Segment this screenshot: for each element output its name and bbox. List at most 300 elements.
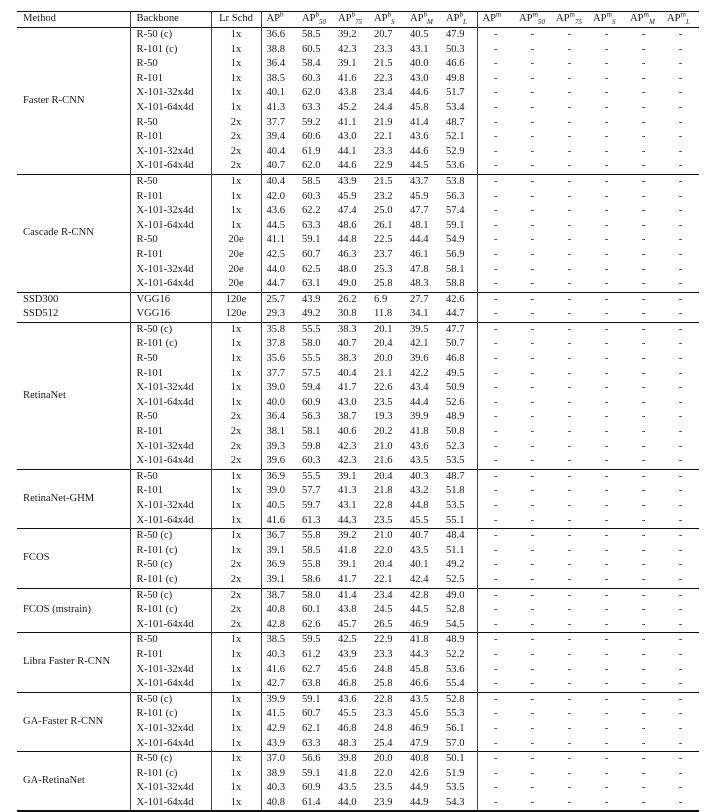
mask-ap-cell: - (530, 367, 535, 379)
mask-ap-cell: - (678, 145, 683, 157)
box-ap-cell: 53.6 (441, 663, 477, 678)
metric-base: AP (667, 13, 681, 25)
box-ap-cell: 48.6 (338, 219, 357, 231)
mask-ap-cell: - (567, 382, 572, 394)
lr-schd-cell: 1x (211, 796, 261, 812)
mask-ap-cell: - (678, 278, 683, 290)
box-ap-cell: 43.1 (338, 500, 357, 511)
box-ap-cell: 59.8 (302, 440, 321, 452)
mask-ap-cell: - (493, 205, 498, 217)
mask-ap-cell: - (530, 396, 535, 408)
lr-schd-cell: 1x (211, 322, 261, 337)
lr-schd-cell: 2x (211, 410, 261, 425)
mask-ap-cell: - (530, 708, 535, 720)
box-ap-cell: 46.1 (410, 248, 429, 260)
mask-ap-cell: - (530, 205, 535, 217)
box-ap-cell: 60.9 (302, 396, 321, 408)
mask-ap-cell: - (641, 190, 646, 202)
mask-ap-cell: - (493, 589, 498, 601)
mask-ap-cell: - (604, 175, 609, 187)
box-ap-cell: 23.4 (374, 87, 393, 99)
mask-ap-cell: - (567, 426, 572, 438)
box-ap-cell: 44.3 (338, 514, 357, 526)
mask-ap-cell: - (604, 693, 609, 705)
table-row (17, 692, 699, 707)
box-ap-cell: 57.7 (302, 485, 321, 497)
mask-ap-cell: - (604, 663, 609, 675)
box-ap-cell: 46.9 (410, 618, 429, 630)
mask-ap-cell: - (604, 648, 609, 660)
box-ap-cell: 52.8 (441, 692, 477, 707)
box-ap-cell: 39.1 (338, 559, 357, 571)
box-ap-cell: 43.5 (410, 455, 429, 467)
metric-sub: L (463, 18, 467, 27)
box-ap-cell: 63.3 (302, 101, 321, 113)
lr-schd-cell: 20e (211, 277, 261, 292)
lr-schd-cell: 2x (211, 425, 261, 440)
mask-ap-cell: - (493, 693, 498, 705)
mask-ap-cell: - (530, 248, 535, 260)
box-ap-cell: 20.4 (374, 338, 393, 350)
box-ap-cell: 49.8 (441, 72, 477, 87)
box-ap-cell: 36.4 (266, 58, 286, 70)
mask-ap-cell: - (530, 219, 535, 231)
mask-ap-cell: - (567, 663, 572, 675)
mask-ap-cell: - (678, 544, 683, 556)
lr-schd-cell: 20e (211, 233, 261, 248)
box-ap-cell: 47.7 (441, 322, 477, 337)
box-ap-cell: 42.9 (266, 722, 286, 734)
mask-ap-cell: - (641, 323, 646, 335)
box-ap-cell: 44.0 (338, 796, 357, 808)
box-ap-cell: 39.6 (410, 353, 429, 365)
lr-schd-cell: 2x (211, 159, 261, 174)
box-ap-cell: 50.1 (441, 752, 477, 767)
box-ap-cell: 58.6 (302, 573, 321, 585)
box-ap-cell: 44.5 (410, 160, 429, 172)
metric-sub: S (612, 18, 616, 27)
box-ap-cell: 53.6 (441, 159, 477, 174)
box-ap-cell: 41.3 (266, 101, 286, 113)
mask-ap-cell: - (678, 767, 683, 779)
box-ap-cell: 43.0 (410, 72, 429, 84)
box-ap-cell: 25.4 (374, 737, 393, 749)
results-table-container (17, 11, 695, 812)
mask-ap-cell: - (678, 500, 683, 511)
metric-sup: b (423, 10, 428, 19)
method-cell: GA-Faster R-CNN (17, 692, 130, 751)
box-ap-cell: 48.1 (410, 219, 429, 231)
box-ap-cell: 52.5 (441, 573, 477, 588)
lr-schd-cell: 1x (211, 72, 261, 87)
backbone-cell: X-101-32x4d (130, 86, 211, 101)
mask-ap-cell: - (641, 234, 646, 246)
method-cell: Libra Faster R-CNN (17, 633, 130, 692)
mask-ap-cell: - (567, 323, 572, 335)
box-ap-cell: 36.9 (266, 559, 286, 571)
mask-ap-cell: - (493, 43, 498, 55)
backbone-cell: X-101-64x4d (130, 514, 211, 529)
mask-ap-cell: - (641, 455, 646, 467)
box-ap-cell: 44.8 (338, 234, 357, 246)
box-ap-cell: 52.9 (441, 145, 477, 160)
box-ap-cell: 42.6 (410, 767, 429, 779)
box-ap-cell: 39.3 (266, 440, 286, 452)
mask-ap-cell: - (530, 678, 535, 690)
box-ap-cell: 44.3 (410, 648, 429, 660)
mask-ap-cell: - (678, 58, 683, 70)
metric-sup: m (496, 10, 502, 19)
mask-ap-cell: - (641, 648, 646, 660)
box-ap-cell: 58.0 (302, 338, 321, 350)
mask-ap-cell: - (567, 308, 572, 320)
backbone-cell: R-50 (130, 233, 211, 248)
mask-ap-cell: - (641, 485, 646, 497)
box-ap-cell: 58.5 (302, 29, 321, 40)
box-ap-cell: 44.6 (410, 87, 429, 99)
box-ap-cell: 39.1 (266, 573, 286, 585)
table-row (17, 752, 699, 767)
box-ap-cell: 24.8 (374, 722, 393, 734)
backbone-cell: X-101-32x4d (130, 204, 211, 219)
box-ap-cell: 45.7 (338, 618, 357, 630)
mask-ap-cell: - (678, 72, 683, 84)
box-ap-cell: 43.9 (302, 293, 321, 305)
box-ap-cell: 54.3 (441, 796, 477, 812)
mask-ap-cell: - (493, 338, 498, 350)
mask-ap-cell: - (604, 234, 609, 246)
mask-ap-cell: - (678, 396, 683, 408)
mask-ap-cell: - (493, 131, 498, 143)
header-lr-schd: Lr Schd (211, 12, 261, 28)
mask-ap-cell: - (604, 353, 609, 365)
box-ap-cell: 21.0 (374, 440, 393, 452)
mask-ap-cell: - (604, 116, 609, 128)
box-ap-cell: 52.8 (441, 603, 477, 618)
box-ap-cell: 44.7 (441, 307, 477, 322)
metric-sup: m (606, 10, 612, 19)
mask-ap-cell: - (493, 796, 498, 808)
mask-ap-cell: - (641, 782, 646, 794)
box-ap-cell: 40.0 (266, 396, 286, 408)
method-group (17, 292, 699, 322)
box-ap-cell: 63.8 (302, 678, 321, 690)
mask-ap-cell: - (530, 101, 535, 113)
box-ap-cell: 40.4 (266, 175, 286, 187)
mask-ap-cell: - (604, 101, 609, 113)
box-ap-cell: 41.4 (410, 116, 429, 128)
box-ap-cell: 52.6 (441, 396, 477, 411)
mask-ap-cell: - (530, 618, 535, 630)
backbone-cell: R-101 (c) (130, 43, 211, 58)
box-ap-cell: 56.3 (302, 411, 321, 423)
box-ap-cell: 24.8 (374, 663, 393, 675)
mask-ap-cell: - (493, 308, 498, 320)
box-ap-cell: 48.9 (441, 633, 477, 648)
lr-schd-cell: 1x (211, 174, 261, 189)
mask-ap-cell: - (493, 722, 498, 734)
box-ap-cell: 56.9 (441, 248, 477, 263)
method-group (17, 28, 699, 175)
mask-ap-cell: - (678, 426, 683, 438)
mask-ap-cell: - (530, 693, 535, 705)
backbone-cell: X-101-64x4d (130, 737, 211, 752)
backbone-cell: R-101 (c) (130, 573, 211, 588)
mask-ap-cell: - (604, 263, 609, 275)
mask-ap-cell: - (493, 278, 498, 290)
box-ap-cell: 52.2 (441, 648, 477, 663)
mask-ap-cell: - (604, 589, 609, 601)
mask-ap-cell: - (604, 440, 609, 452)
box-ap-cell: 46.8 (338, 678, 357, 690)
box-ap-cell: 59.1 (302, 234, 321, 246)
box-ap-cell: 43.7 (410, 175, 429, 187)
backbone-cell: R-50 (130, 352, 211, 367)
backbone-cell: R-50 (c) (130, 529, 211, 544)
mask-ap-cell: - (567, 190, 572, 202)
box-ap-cell: 50.8 (441, 425, 477, 440)
metric-sub: 75 (355, 18, 363, 27)
box-ap-cell: 22.8 (374, 500, 393, 511)
backbone-cell: X-101-64x4d (130, 219, 211, 234)
mask-ap-cell: - (493, 604, 498, 616)
header-metric (441, 12, 477, 28)
box-ap-cell: 22.9 (374, 634, 393, 646)
mask-ap-cell: - (567, 175, 572, 187)
lr-schd-cell: 2x (211, 454, 261, 469)
mask-ap-cell: - (678, 248, 683, 260)
box-ap-cell: 39.0 (266, 382, 286, 394)
box-ap-cell: 59.1 (302, 693, 321, 705)
mask-ap-cell: - (493, 396, 498, 408)
lr-schd-cell: 2x (211, 573, 261, 588)
mask-ap-cell: - (641, 29, 646, 40)
mask-ap-cell: - (530, 278, 535, 290)
box-ap-cell: 49.2 (302, 308, 321, 320)
box-ap-cell: 55.5 (302, 470, 321, 482)
box-ap-cell: 42.4 (410, 573, 429, 585)
box-ap-cell: 43.5 (410, 544, 429, 556)
method-group (17, 588, 699, 633)
box-ap-cell: 58.5 (302, 544, 321, 556)
box-ap-cell: 39.1 (338, 470, 357, 482)
mask-ap-cell: - (678, 737, 683, 749)
mask-ap-cell: - (641, 618, 646, 630)
box-ap-cell: 41.8 (338, 767, 357, 779)
metric-sup: m (643, 10, 649, 19)
backbone-cell: R-50 (c) (130, 28, 211, 43)
metric-sup: b (280, 10, 284, 19)
box-ap-cell: 62.2 (302, 205, 321, 217)
box-ap-cell: 22.1 (374, 573, 393, 585)
mask-ap-cell: - (567, 353, 572, 365)
mask-ap-cell: - (641, 87, 646, 99)
mask-ap-cell: - (567, 796, 572, 808)
box-ap-cell: 63.1 (302, 278, 321, 290)
mask-ap-cell: - (604, 470, 609, 482)
box-ap-cell: 47.7 (410, 205, 429, 217)
mask-ap-cell: - (530, 190, 535, 202)
mask-ap-cell: - (567, 160, 572, 172)
box-ap-cell: 35.8 (266, 323, 286, 335)
mask-ap-cell: - (530, 131, 535, 143)
mask-ap-cell: - (567, 43, 572, 55)
backbone-cell: R-50 (130, 116, 211, 131)
mask-ap-cell: - (567, 634, 572, 646)
box-ap-cell: 40.5 (266, 500, 286, 511)
mask-ap-cell: - (493, 87, 498, 99)
mask-ap-cell: - (493, 175, 498, 187)
mask-ap-cell: - (604, 87, 609, 99)
box-ap-cell: 43.6 (266, 205, 286, 217)
mask-ap-cell: - (493, 426, 498, 438)
mask-ap-cell: - (567, 559, 572, 571)
mask-ap-cell: - (641, 767, 646, 779)
mask-ap-cell: - (604, 722, 609, 734)
table-row (17, 292, 699, 307)
mask-ap-cell: - (530, 160, 535, 172)
box-ap-cell: 60.3 (302, 455, 321, 467)
box-ap-cell: 58.1 (302, 426, 321, 438)
mask-ap-cell: - (493, 618, 498, 630)
mask-ap-cell: - (678, 87, 683, 99)
metric-base: AP (338, 13, 352, 25)
mask-ap-cell: - (530, 455, 535, 467)
mask-ap-cell: - (493, 753, 498, 765)
box-ap-cell: 36.9 (266, 470, 286, 482)
box-ap-cell: 21.5 (374, 58, 393, 70)
mask-ap-cell: - (678, 722, 683, 734)
backbone-cell: X-101-64x4d (130, 396, 211, 411)
box-ap-cell: 43.5 (338, 782, 357, 794)
method-cell: SSD300 (17, 292, 130, 307)
box-ap-cell: 53.5 (441, 781, 477, 796)
mask-ap-cell: - (604, 308, 609, 320)
box-ap-cell: 49.5 (441, 367, 477, 382)
box-ap-cell: 47.8 (410, 263, 429, 275)
metric-sup: b (351, 10, 356, 19)
mask-ap-cell: - (678, 648, 683, 660)
lr-schd-cell: 1x (211, 381, 261, 396)
mask-ap-cell: - (604, 426, 609, 438)
box-ap-cell: 49.0 (441, 588, 477, 603)
mask-ap-cell: - (530, 470, 535, 482)
box-ap-cell: 40.7 (266, 160, 286, 172)
mask-ap-cell: - (604, 145, 609, 157)
backbone-cell: R-50 (c) (130, 588, 211, 603)
box-ap-cell: 55.5 (302, 353, 321, 365)
mask-ap-cell: - (604, 485, 609, 497)
box-ap-cell: 26.5 (374, 618, 393, 630)
mask-ap-cell: - (493, 767, 498, 779)
mask-ap-cell: - (641, 530, 646, 542)
mask-ap-cell: - (530, 72, 535, 84)
method-cell: RetinaNet-GHM (17, 469, 130, 528)
box-ap-cell: 42.8 (410, 589, 429, 601)
mask-ap-cell: - (604, 782, 609, 794)
box-ap-cell: 59.5 (302, 634, 321, 646)
box-ap-cell: 38.3 (338, 323, 357, 335)
box-ap-cell: 20.0 (374, 753, 393, 765)
box-ap-cell: 25.8 (374, 278, 393, 290)
mask-ap-cell: - (604, 753, 609, 765)
box-ap-cell: 45.9 (410, 190, 429, 202)
mask-ap-cell: - (530, 722, 535, 734)
mask-ap-cell: - (493, 293, 498, 305)
backbone-cell: R-101 (c) (130, 603, 211, 618)
mask-ap-cell: - (530, 29, 535, 40)
lr-schd-cell: 1x (211, 469, 261, 484)
box-ap-cell: 48.7 (441, 469, 477, 484)
box-ap-cell: 22.8 (374, 693, 393, 705)
box-ap-cell: 51.1 (441, 544, 477, 559)
box-ap-cell: 39.4 (266, 131, 286, 143)
metric-base: AP (446, 13, 460, 25)
backbone-cell: R-50 (c) (130, 322, 211, 337)
box-ap-cell: 62.1 (302, 722, 321, 734)
box-ap-cell: 39.5 (410, 323, 429, 335)
mask-ap-cell: - (493, 411, 498, 423)
box-ap-cell: 44.4 (410, 234, 429, 246)
box-ap-cell: 21.0 (374, 530, 393, 542)
box-ap-cell: 40.1 (266, 87, 286, 99)
box-ap-cell: 44.9 (410, 782, 429, 794)
mask-ap-cell: - (567, 234, 572, 246)
mask-ap-cell: - (604, 708, 609, 720)
table-header (17, 12, 699, 28)
mask-ap-cell: - (678, 353, 683, 365)
mask-ap-cell: - (604, 293, 609, 305)
mask-ap-cell: - (641, 708, 646, 720)
mask-ap-cell: - (604, 573, 609, 585)
metric-base: AP (410, 13, 424, 25)
box-ap-cell: 46.6 (441, 57, 477, 72)
mask-ap-cell: - (641, 663, 646, 675)
mask-ap-cell: - (493, 116, 498, 128)
box-ap-cell: 60.6 (302, 131, 321, 143)
lr-schd-cell: 1x (211, 101, 261, 116)
mask-ap-cell: - (678, 367, 683, 379)
mask-ap-cell: - (567, 145, 572, 157)
metric-sup: b (387, 10, 392, 19)
table-row (17, 633, 699, 648)
box-ap-cell: 39.2 (338, 530, 357, 542)
backbone-cell: R-101 (130, 130, 211, 145)
mask-ap-cell: - (678, 485, 683, 497)
mask-ap-cell: - (567, 455, 572, 467)
box-ap-cell: 44.1 (338, 145, 357, 157)
box-ap-cell: 42.3 (338, 43, 357, 55)
box-ap-cell: 38.5 (266, 634, 286, 646)
box-ap-cell: 42.0 (266, 190, 286, 202)
header-metric (477, 12, 514, 28)
mask-ap-cell: - (567, 87, 572, 99)
metric-base: AP (630, 13, 644, 25)
header-metric (588, 12, 625, 28)
mask-ap-cell: - (530, 353, 535, 365)
mask-ap-cell: - (604, 678, 609, 690)
method-group (17, 529, 699, 588)
box-ap-cell: 62.0 (302, 160, 321, 172)
box-ap-cell: 21.8 (374, 485, 393, 497)
mask-ap-cell: - (493, 573, 498, 585)
box-ap-cell: 39.1 (266, 544, 286, 556)
box-ap-cell: 58.1 (441, 263, 477, 278)
mask-ap-cell: - (493, 470, 498, 482)
mask-ap-cell: - (567, 367, 572, 379)
header-row (17, 12, 699, 28)
method-group (17, 692, 699, 751)
